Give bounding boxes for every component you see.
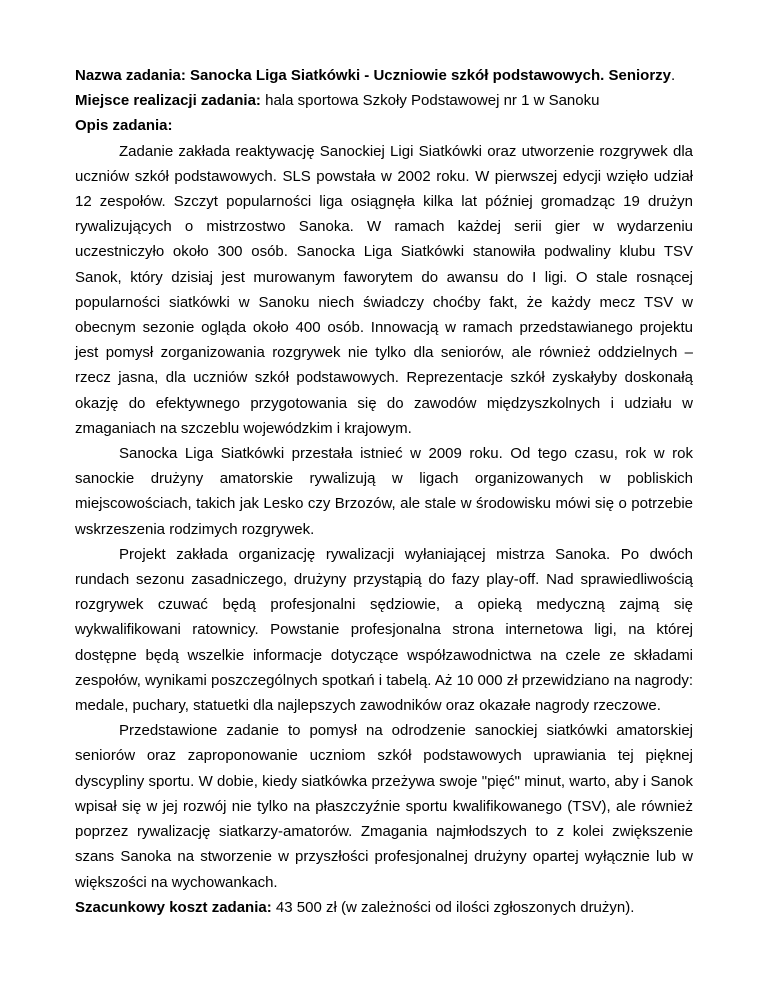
task-name-suffix: . (671, 67, 676, 84)
description-label: Opis zadania: (75, 117, 173, 135)
description-paragraph-1: Zadanie zakłada reaktywację Sanockiej Ligi Siatkówki oraz utworzenie rozgrywek dla uczniów szkół podstawowych. SLS powstała w 2002 roku. W pierwszej edycji wzięło udział 12 zespołów. Szczyt popularności liga osiągnęła kilka lat później gromadząc 19 drużyn rywalizujących o mistrzostwo Sanoka. W ramach każdej serii gier w wydarzeniu uczestniczyło około 300 osób. Sanocka Liga Siatkówki stanowiła podwaliny klubu TSV Sanok, który dzisiaj jest murowanym faworytem do awansu do I ligi. O stale rosnącej popularności siatkówki w Sanoku niech świadczy choćby fakt, że każdy mecz TSV w obecnym sezonie ogląda około 400 osób. Innowacją w ramach przedstawianego projektu jest pomysł zorganizowania rozgrywek nie tylko dla seniorów, ale również oddzielnych – rzecz jasna, dla uczniów szkół podstawowych. Reprezentacje szkół zyskałyby doskonałą okazję do efektywnego przygotowania się do zawodów międzyszkolnych i udziału w zmaganiach na szczeblu wojewódzkim i krajowym. (75, 142, 693, 437)
description-paragraph-3: Projekt zakłada organizację rywalizacji wyłaniającej mistrza Sanoka. Po dwóch rundach sezonu zasadniczego, drużyny przystąpią do fazy play-off. Nad sprawiedliwością rozgrywek czuwać będą profesjonalni sędziowie, a opieką medyczną zajmą się wykwalifikowani ratownicy. Powstanie profesjonalna strona internetowa ligi, na której dostępne będą wszelkie informacje dotyczące współzawodnictwa na czele ze składami zespołów, wynikami poszczególnych spotkań i tabelą. Aż 10 000 zł przewidziano na nagrody: medale, puchary, statuetki dla najlepszych zawodników oraz okazałe nagrody rzeczowe. (75, 545, 693, 715)
cost-line (75, 895, 693, 920)
cost-label: Szacunkowy koszt zadania: (75, 898, 272, 916)
location-line (75, 88, 693, 113)
description-paragraph-2: Sanocka Liga Siatkówki przestała istnieć w 2009 roku. Od tego czasu, rok w rok sanockie drużyny amatorskie rywalizują w ligach organizowanych w pobliskich miejscowościach, takich jak Lesko czy Brzozów, ale stale w środowisku mówi się o potrzebie wskrzeszenia rodzimych rozgrywek. (75, 445, 693, 538)
document-page (75, 63, 693, 920)
task-name-value: Sanocka Liga Siatkówki - Uczniowie szkół podstawowych. Seniorzy (190, 67, 671, 84)
cost-value: 43 500 zł (w zależności od ilości zgłoszonych drużyn). (275, 898, 635, 916)
task-name-label: Nazwa zadania: (75, 67, 186, 84)
task-name-line (75, 63, 693, 88)
location-value: hala sportowa Szkoły Podstawowej nr 1 w Sanoku (265, 92, 600, 110)
description-heading (75, 113, 693, 138)
description-paragraph-4: Przedstawione zadanie to pomysł na odrodzenie sanockiej siatkówki amatorskiej seniorów oraz zaproponowanie uczniom szkół podstawowych uprawiania tej pięknej dyscypliny sportu. W dobie, kiedy siatkówka przeżywa swoje "pięć" minut, warto, aby i Sanok wpisał się w jej rozwój nie tylko na płaszczyźnie sportu kwalifikowanego (TSV), ale również poprzez rywalizację siatkarzy-amatorów. Zmagania najmłodszych to z kolei zwiększenie szans Sanoka na stworzenie w przyszłości profesjonalnej drużyny opartej wyłącznie lub w większości na wychowankach. (75, 722, 693, 891)
location-label: Miejsce realizacji zadania: (75, 92, 261, 110)
